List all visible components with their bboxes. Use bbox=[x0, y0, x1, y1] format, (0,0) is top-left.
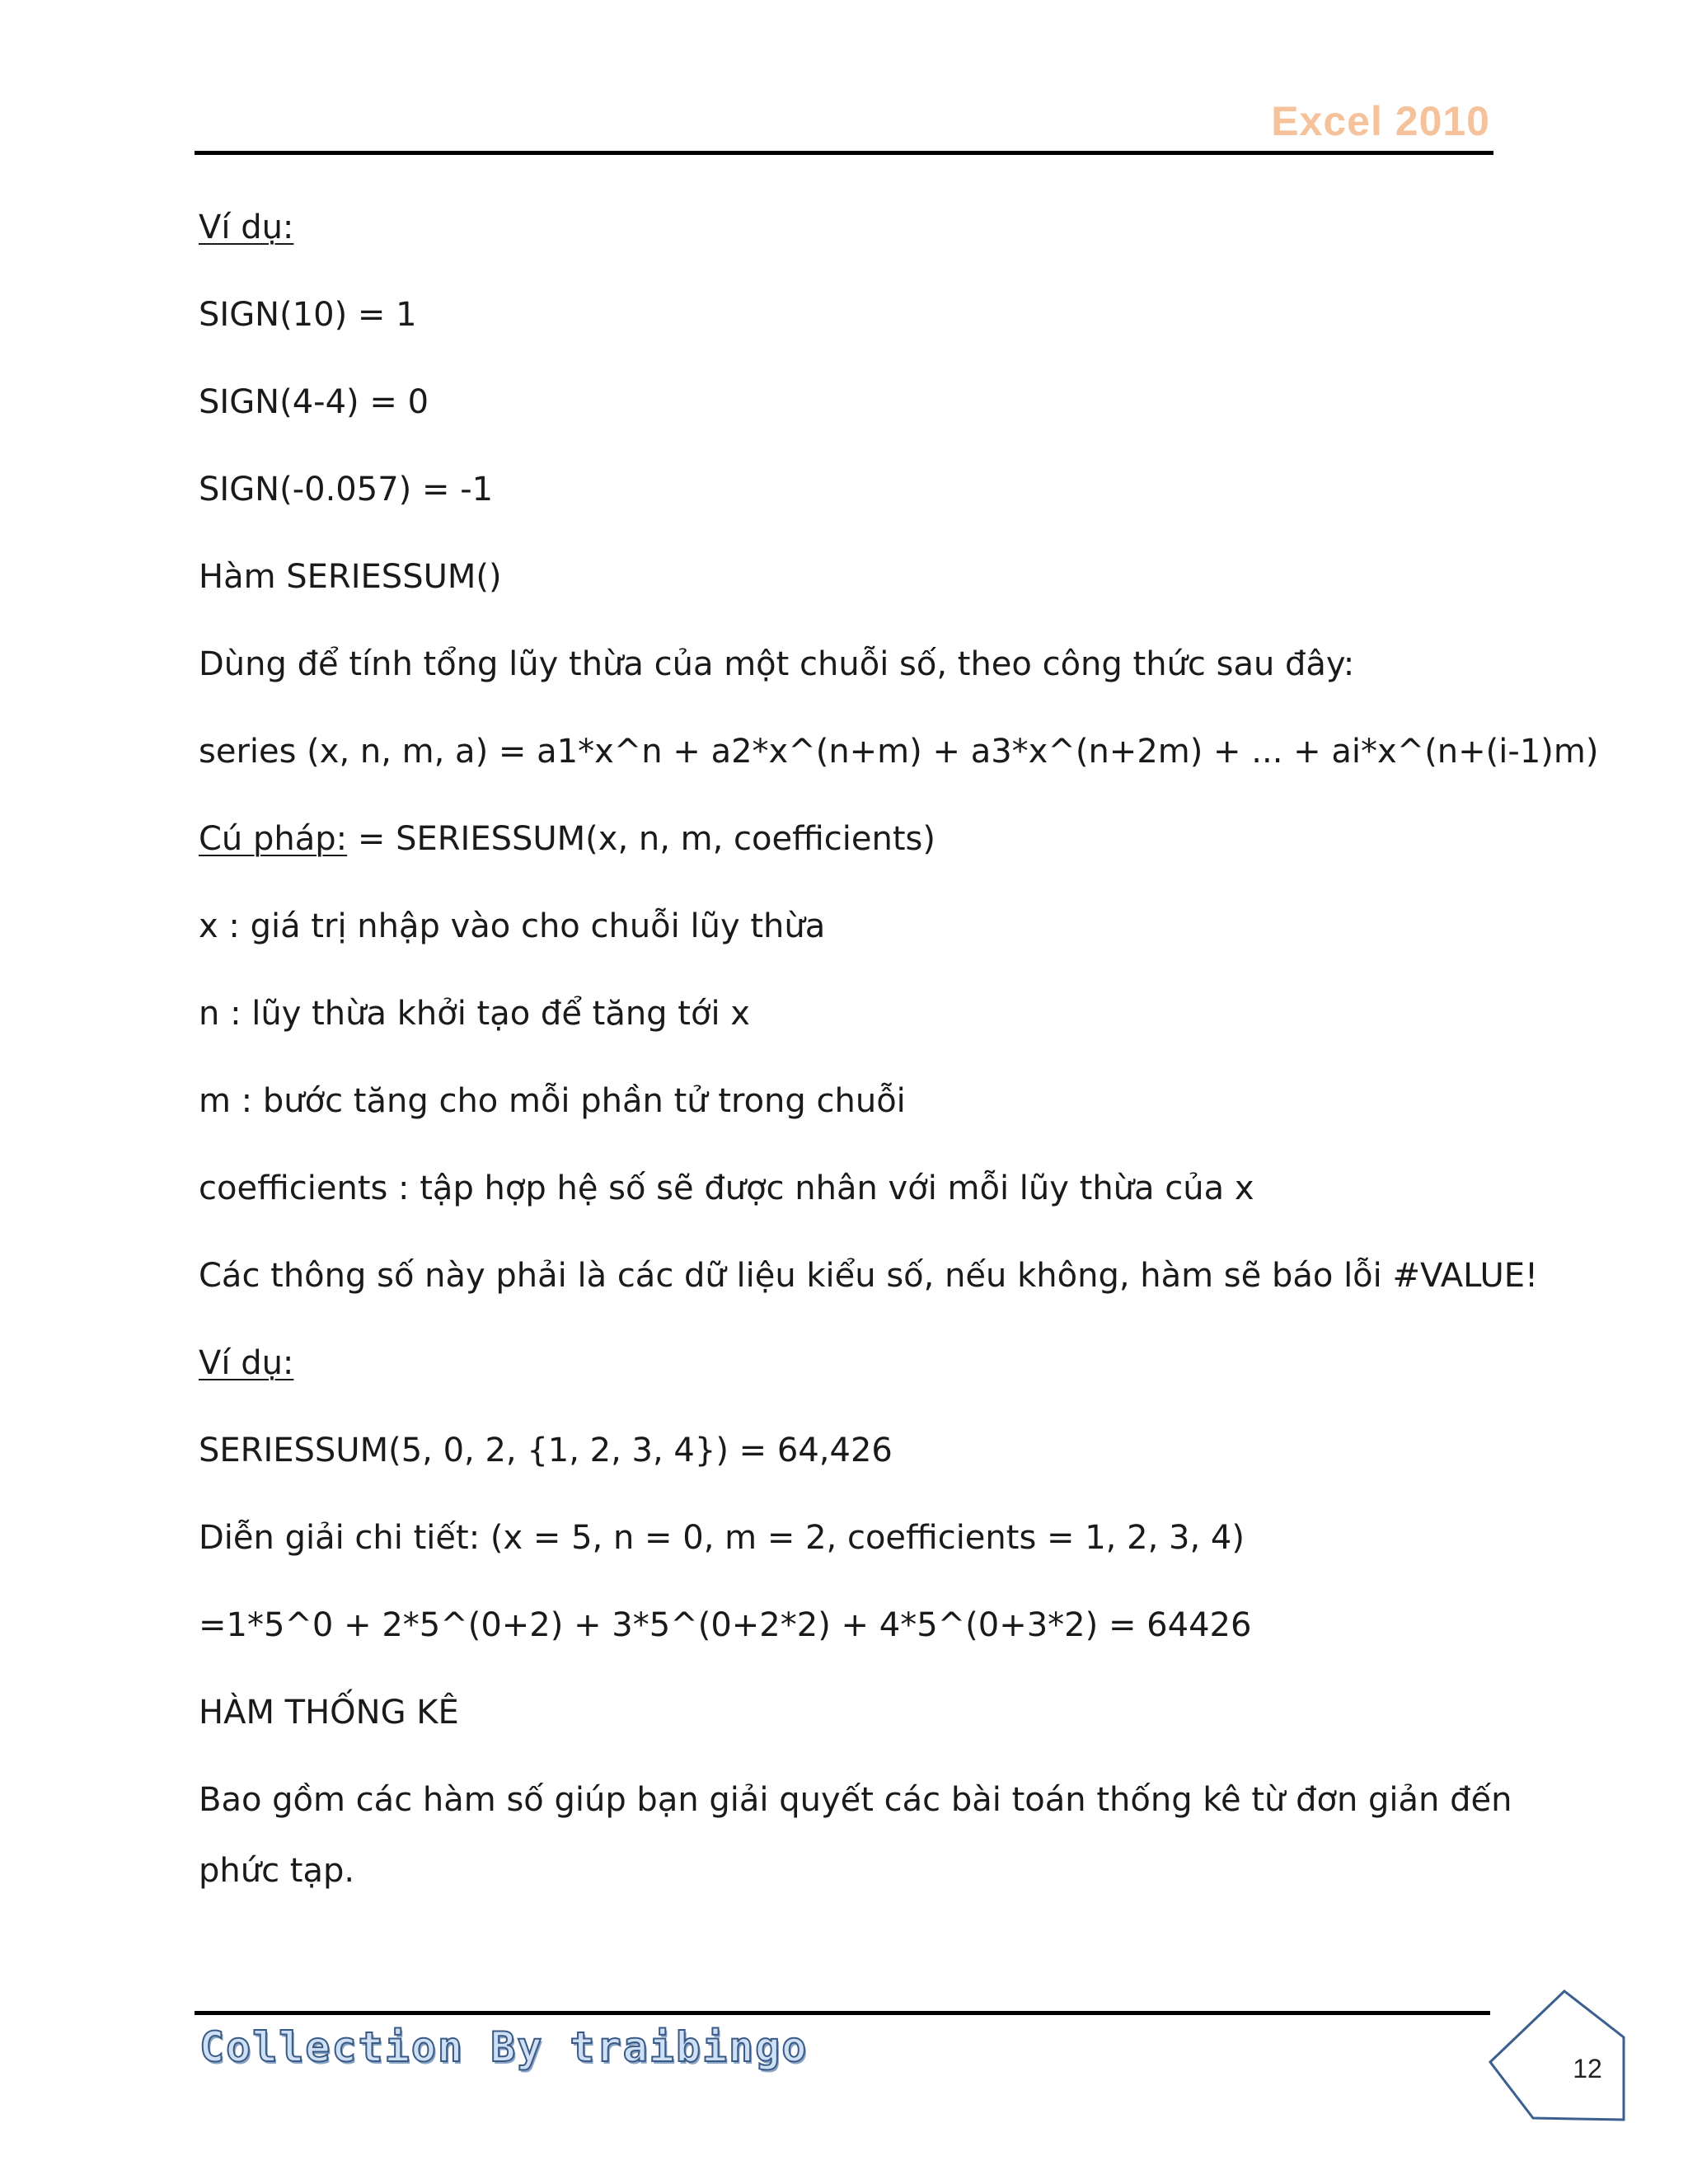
example-heading: Ví dụ: bbox=[199, 209, 294, 246]
section-heading: HÀM THỐNG KÊ bbox=[199, 1694, 459, 1732]
syntax-line bbox=[199, 819, 1484, 907]
text-line: phức tạp. bbox=[199, 1852, 355, 1890]
page-number: 12 bbox=[1573, 2054, 1602, 2083]
text-line: Dùng để tính tổng lũy thừa của một chuỗi số, theo công thức sau đây: bbox=[199, 645, 1355, 683]
function-heading: Hàm SERIESSUM() bbox=[199, 558, 502, 596]
text-line: SIGN(-0.057) = -1 bbox=[199, 471, 494, 509]
footer-brand: Collection By traibingo bbox=[199, 2023, 809, 2071]
syntax-text: = SERIESSUM(x, n, m, coefficients) bbox=[347, 820, 935, 858]
page-body bbox=[199, 208, 1599, 1938]
text-line: SIGN(4-4) = 0 bbox=[199, 383, 429, 421]
param-line: n : lũy thừa khởi tạo để tăng tới x bbox=[199, 995, 750, 1033]
text-line: SIGN(10) = 1 bbox=[199, 296, 417, 334]
text-line: Bao gồm các hàm số giúp bạn giải quyết các bài toán thống kê từ đơn giản đến bbox=[199, 1781, 1512, 1819]
header-title: Excel 2010 bbox=[1271, 98, 1490, 144]
example-line: =1*5^0 + 2*5^(0+2) + 3*5^(0+2*2) + 4*5^(0+3*2) = 64426 bbox=[199, 1606, 1252, 1644]
example-heading: Ví dụ: bbox=[199, 1344, 294, 1382]
example-line: SERIESSUM(5, 0, 2, {1, 2, 3, 4}) = 64,426 bbox=[199, 1432, 893, 1469]
syntax-label: Cú pháp: bbox=[199, 820, 348, 858]
page-number-tab-icon bbox=[1484, 1986, 1640, 2126]
example-line: Diễn giải chi tiết: (x = 5, n = 0, m = 2, coefficients = 1, 2, 3, 4) bbox=[199, 1519, 1245, 1557]
param-line: m : bước tăng cho mỗi phần tử trong chuỗi bbox=[199, 1082, 906, 1120]
param-line: x : giá trị nhập vào cho chuỗi lũy thừa bbox=[199, 907, 826, 945]
footer-divider bbox=[195, 2011, 1490, 2015]
header-divider bbox=[195, 151, 1493, 155]
param-line: coefficients : tập hợp hệ số sẽ được nhân với mỗi lũy thừa của x bbox=[199, 1169, 1254, 1207]
text-line: Các thông số này phải là các dữ liệu kiểu số, nếu không, hàm sẽ báo lỗi #VALUE! bbox=[199, 1257, 1539, 1295]
formula-line: series (x, n, m, a) = a1*x^n + a2*x^(n+m) + a3*x^(n+2m) + ... + ai*x^(n+(i-1)m) bbox=[199, 733, 1599, 771]
